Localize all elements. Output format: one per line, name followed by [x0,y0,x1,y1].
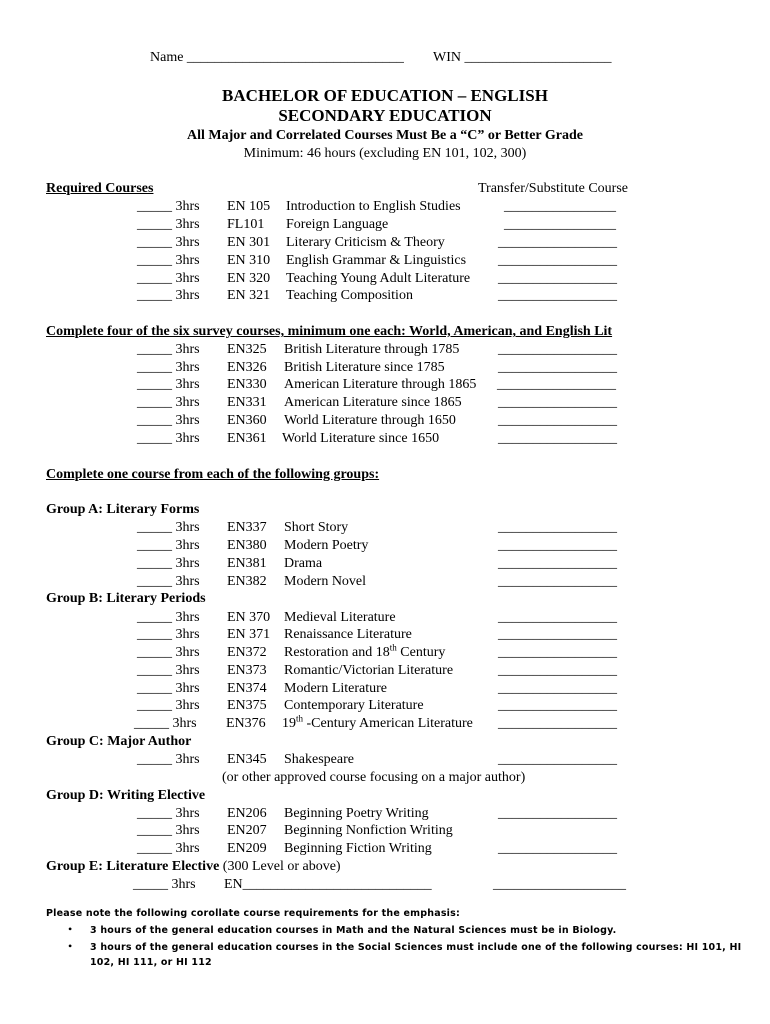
course-title: Shakespeare [284,752,354,767]
transfer-blank: _________________ [498,431,617,446]
transfer-blank: _________________ [498,716,617,731]
name-field-label: Name _______________________________ [150,50,404,65]
course-title: American Literature since 1865 [284,395,462,410]
hours-blank: _____ 3hrs [137,698,200,713]
course-title-text: Restoration and 18 [284,645,390,660]
course-title: Renaissance Literature [284,627,412,642]
course-title: Medieval Literature [284,610,396,625]
course-code: EN 371 [227,627,271,642]
hours-blank: _____ 3hrs [137,377,200,392]
transfer-substitute-heading: Transfer/Substitute Course [478,181,628,196]
course-title: Modern Novel [284,574,367,589]
minimum-hours: Minimum: 46 hours (excluding EN 101, 102, 300) [243,146,527,161]
course-code: EN326 [227,360,267,375]
transfer-blank: _________________ [498,288,617,303]
hours-blank: _____ 3hrs [137,217,200,232]
transfer-blank: _________________ [498,681,617,696]
course-code: EN 105 [227,199,271,214]
major-author-note: (or other approved course focusing on a major author) [222,770,526,785]
course-code: EN345 [227,752,267,767]
course-title: American Literature through 1865 [284,377,477,392]
hours-blank: _____ 3hrs [137,627,200,642]
course-code: EN376 [226,716,266,731]
transfer-blank: _________________ [498,342,617,357]
transfer-blank: _________________ [498,395,617,410]
note-item: 3 hours of the general education courses in Math and the Natural Sciences must be in Biology. [90,925,617,936]
course-code: EN381 [227,556,267,571]
transfer-blank: _________________ [498,610,617,625]
transfer-blank: _________________ [498,806,617,821]
transfer-blank: _________________ [498,841,617,856]
hours-blank: _____ 3hrs [137,253,200,268]
hours-blank: _____ 3hrs [137,806,200,821]
course-code: EN361 [227,431,267,446]
course-code: EN380 [227,538,267,553]
course-code: EN207 [227,823,267,838]
hours-blank: _____ 3hrs [137,823,200,838]
course-code: EN 370 [227,610,271,625]
course-title: Romantic/Victorian Literature [284,663,454,678]
course-code: EN325 [227,342,267,357]
transfer-blank: _________________ [498,520,617,535]
hours-blank: _____ 3hrs [137,288,200,303]
transfer-blank: _________________ [498,360,617,375]
course-title: Short Story [284,520,349,535]
course-title-text: 19 [282,716,296,731]
transfer-blank: _________________ [498,574,617,589]
hours-blank: _____ 3hrs [137,752,200,767]
course-title [284,644,445,661]
course-code-blank: EN___________________________ [224,877,432,892]
course-code: EN375 [227,698,267,713]
course-code: EN 320 [227,271,271,286]
course-title: Teaching Young Adult Literature [286,271,471,286]
course-code: EN330 [227,377,267,392]
hours-blank: _____ 3hrs [137,574,200,589]
course-title: English Grammar & Linguistics [286,253,467,268]
course-code: EN374 [227,681,267,696]
transfer-blank: _________________ [497,377,616,392]
transfer-blank: ________________ [504,199,616,214]
transfer-blank: ________________ [504,217,616,232]
corollate-note-intro: Please note the following corollate course requirements for the emphasis: [46,908,460,919]
course-code: EN206 [227,806,267,821]
transfer-blank: _________________ [498,235,617,250]
course-code: EN382 [227,574,267,589]
document-subtitle: SECONDARY EDUCATION [278,106,492,125]
course-code: EN 321 [227,288,271,303]
note-item: 3 hours of the general education courses in the Social Sciences must include one of the following courses: HI 101, HI [90,942,742,953]
course-title-text: Century [396,645,446,660]
hours-blank: _____ 3hrs [137,271,200,286]
hours-blank: _____ 3hrs [137,342,200,357]
course-title: World Literature since 1650 [282,431,440,446]
hours-blank: _____ 3hrs [137,235,200,250]
ordinal-suffix: th [296,713,304,724]
course-title: Introduction to English Studies [286,199,461,214]
ordinal-suffix: th [389,642,397,653]
transfer-blank: _________________ [498,271,617,286]
bullet-icon: • [68,922,73,936]
course-title: Foreign Language [286,217,389,232]
win-field-label: WIN _____________________ [433,50,612,65]
hours-blank: _____ 3hrs [134,716,197,731]
course-code: EN337 [227,520,267,535]
course-title: Beginning Fiction Writing [284,841,432,856]
hours-blank: _____ 3hrs [137,360,200,375]
hours-blank: _____ 3hrs [137,681,200,696]
course-code: EN209 [227,841,267,856]
transfer-blank: _________________ [498,538,617,553]
hours-blank: _____ 3hrs [133,877,196,892]
hours-blank: _____ 3hrs [137,395,200,410]
course-title: World Literature through 1650 [284,413,456,428]
transfer-blank: _________________ [498,413,617,428]
course-code: EN372 [227,645,267,660]
hours-blank: _____ 3hrs [137,610,200,625]
hours-blank: _____ 3hrs [137,413,200,428]
bullet-icon: • [68,939,73,953]
course-title [282,715,473,732]
hours-blank: _____ 3hrs [137,663,200,678]
group-e-heading-rest: (300 Level or above) [219,859,341,874]
transfer-blank: ___________________ [493,877,626,892]
course-title: Contemporary Literature [284,698,424,713]
course-title: Drama [284,556,323,571]
course-code: EN373 [227,663,267,678]
group-e-heading-bold: Group E: Literature Elective [46,859,220,874]
course-title: Teaching Composition [286,288,413,303]
group-e-heading [46,858,341,875]
transfer-blank: _________________ [498,556,617,571]
course-code: EN360 [227,413,267,428]
course-title: British Literature since 1785 [284,360,445,375]
hours-blank: _____ 3hrs [137,556,200,571]
transfer-blank: _________________ [498,627,617,642]
transfer-blank: _________________ [498,752,617,767]
survey-courses-heading: Complete four of the six survey courses, minimum one each: World, American, and English Lit [46,324,613,339]
course-code: EN 301 [227,235,271,250]
required-courses-heading: Required Courses [46,181,154,196]
note-item-continued: 102, HI 111, or HI 112 [90,957,212,968]
course-code: EN331 [227,395,267,410]
hours-blank: _____ 3hrs [137,199,200,214]
course-title: Modern Poetry [284,538,369,553]
hours-blank: _____ 3hrs [137,645,200,660]
course-code: EN 310 [227,253,271,268]
groups-heading: Complete one course from each of the following groups: [46,467,380,482]
course-title: Beginning Poetry Writing [284,806,429,821]
transfer-blank: _________________ [498,698,617,713]
course-title: Beginning Nonfiction Writing [284,823,453,838]
group-a-heading: Group A: Literary Forms [46,502,200,517]
course-code: FL101 [227,217,265,232]
course-title: British Literature through 1785 [284,342,460,357]
group-d-heading: Group D: Writing Elective [46,788,206,803]
transfer-blank: _________________ [498,663,617,678]
group-b-heading: Group B: Literary Periods [46,591,206,606]
hours-blank: _____ 3hrs [137,841,200,856]
grade-requirement: All Major and Correlated Courses Must Be a “C” or Better Grade [187,128,583,143]
course-title-text: -Century American Literature [303,716,473,731]
hours-blank: _____ 3hrs [137,538,200,553]
hours-blank: _____ 3hrs [137,520,200,535]
transfer-blank: _________________ [498,253,617,268]
hours-blank: _____ 3hrs [137,431,200,446]
course-title: Literary Criticism & Theory [286,235,445,250]
group-c-heading: Group C: Major Author [46,734,192,749]
course-title: Modern Literature [284,681,388,696]
document-title: BACHELOR OF EDUCATION – ENGLISH [222,86,548,105]
transfer-blank: _________________ [498,645,617,660]
